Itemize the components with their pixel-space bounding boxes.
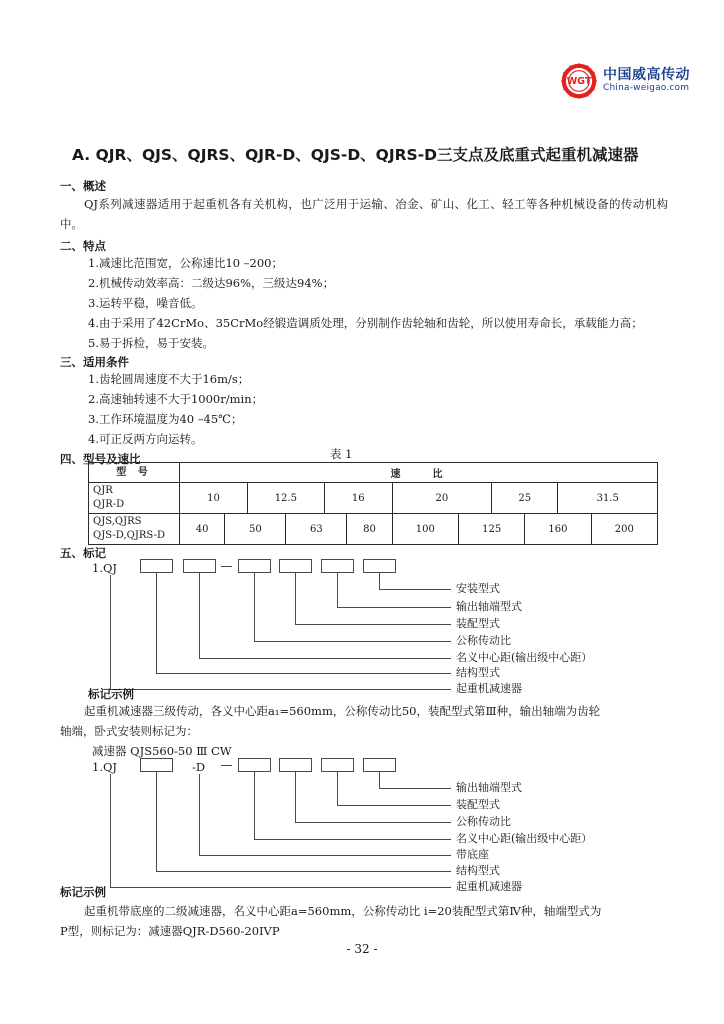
- example1-heading: 标记示例: [88, 687, 134, 701]
- ratio-cell: 31.5: [558, 483, 658, 514]
- ratio-cell: 80: [347, 514, 392, 545]
- diagram2-leader-v: [199, 774, 200, 856]
- model-name-line: QJR: [93, 485, 113, 496]
- diagram1-box-4: [279, 559, 312, 573]
- ratio-cell: 63: [286, 514, 347, 545]
- example2-body-line2: P型，则标记为：减速器QJR-D560-20IVP: [60, 924, 280, 938]
- table-row: [89, 483, 658, 514]
- ratio-cell: 10: [180, 483, 248, 514]
- diagram2-label-5: 带底座: [456, 848, 489, 861]
- diagram2-leader-h: [379, 788, 451, 789]
- feature-item-3: 3.运转平稳，噪音低。: [88, 296, 203, 310]
- page-title: A. QJR、QJS、QJRS、QJR-D、QJS-D、QJRS-D三支点及底重式起重机减速器: [72, 146, 639, 164]
- diagram2-label-4: 名义中心距(输出级中心距）: [456, 832, 593, 845]
- ratio-cell: 125: [459, 514, 525, 545]
- diagram1-label-5: 名义中心距(输出级中心距）: [456, 651, 593, 664]
- condition-item-1: 1.齿轮圆周速度不大于16m/s；: [88, 372, 250, 386]
- table-row: [89, 514, 658, 545]
- logo-company-name-cn: 中国威高传动: [603, 67, 690, 84]
- diagram1-label-6: 结构型式: [456, 666, 500, 679]
- diagram2-leader-v: [254, 772, 255, 840]
- table-header-ratio: 速 比: [180, 463, 658, 483]
- diagram1-label-7: 起重机减速器: [456, 682, 522, 695]
- ratio-cell: 25: [492, 483, 558, 514]
- diagram2-box-3: [279, 758, 312, 772]
- section-heading-marking: 五、标记: [60, 546, 106, 560]
- diagram1-separator-dash: [221, 566, 232, 567]
- diagram2-leader-v: [295, 772, 296, 823]
- overview-body: QJ系列减速器适用于起重机各有关机构，也广泛用于运输、冶金、矿山、化工、轻工等各种机械设备的传动机构中。: [60, 197, 668, 231]
- diagram2-label-3: 公称传动比: [456, 815, 511, 828]
- condition-item-4: 4.可正反两方向运转。: [88, 432, 203, 446]
- diagram1-leader-h: [337, 607, 451, 608]
- example1-body-line1: 起重机减速器三级传动，各义中心距a₁=560mm，公称传动比50，装配型式第Ⅲ种，输出轴端为齿轮: [84, 704, 601, 718]
- diagram2-leader-v: [110, 774, 111, 888]
- diagram1-box-6: [363, 559, 396, 573]
- diagram2-label-7: 起重机减速器: [456, 880, 522, 893]
- diagram1-prefix: 1.QJ: [92, 561, 118, 575]
- ratio-cell: 160: [525, 514, 591, 545]
- diagram2-leader-h: [295, 822, 451, 823]
- table-caption: 表 1: [330, 447, 353, 461]
- example1-code: 减速器 QJS560-50 Ⅲ CW: [92, 744, 232, 758]
- diagram1-leader-h: [379, 589, 451, 590]
- section-heading-conditions: 三、适用条件: [60, 355, 129, 369]
- diagram2-box-2: [238, 758, 271, 772]
- diagram2-prefix: 1.QJ: [92, 760, 118, 774]
- logo-website: China-weigao.com: [603, 83, 690, 94]
- speed-ratio-table: [88, 462, 658, 545]
- diagram2-label-2: 装配型式: [456, 798, 500, 811]
- diagram1-box-1: [140, 559, 173, 573]
- diagram1-leader-h: [156, 673, 451, 674]
- feature-item-1: 1.减速比范围宽，公称速比10 –200；: [88, 256, 283, 270]
- model-name-line: QJR-D: [93, 499, 125, 510]
- diagram2-leader-v: [379, 772, 380, 789]
- ratio-cell: 50: [225, 514, 286, 545]
- diagram2-box-5: [363, 758, 396, 772]
- feature-item-2: 2.机械传动效率高：二级达96%，三级达94%；: [88, 276, 335, 290]
- feature-item-5: 5.易于拆检，易于安装。: [88, 336, 214, 350]
- diagram1-leader-v: [295, 573, 296, 625]
- diagram1-leader-h: [295, 624, 451, 625]
- svg-text:WGT: WGT: [566, 76, 592, 88]
- feature-item-4: 4.由于采用了42CrMo、35CrMo经锻造调质处理，分别制作齿轮轴和齿轮，所以使用寿命长，承载能力高；: [88, 316, 643, 330]
- condition-item-3: 3.工作环境温度为40 –45℃；: [88, 412, 243, 426]
- example2-heading: 标记示例: [60, 885, 106, 899]
- diagram2-leader-h: [254, 839, 451, 840]
- company-logo: [560, 62, 690, 100]
- diagram1-label-3: 装配型式: [456, 617, 500, 630]
- page-number: - 32 -: [346, 942, 378, 956]
- diagram2-leader-v: [337, 772, 338, 806]
- diagram1-box-2: [183, 559, 216, 573]
- diagram1-leader-h: [254, 641, 451, 642]
- diagram1-leader-v: [379, 573, 380, 590]
- table-row-model-qjr: [89, 483, 180, 514]
- model-name-line: QJS-D,QJRS-D: [93, 530, 165, 541]
- diagram2-box-1: [140, 758, 173, 772]
- ratio-cell: 20: [392, 483, 491, 514]
- diagram2-leader-v: [156, 772, 157, 872]
- diagram1-leader-v: [254, 573, 255, 642]
- diagram2-leader-h: [156, 871, 451, 872]
- diagram2-leader-h: [110, 887, 451, 888]
- diagram2-label-6: 结构型式: [456, 864, 500, 877]
- ratio-cell: 12.5: [247, 483, 324, 514]
- section-heading-models: 四、型号及速比: [60, 452, 141, 466]
- model-name-line: QJS,QJRS: [93, 516, 142, 527]
- diagram1-leader-h: [110, 689, 451, 690]
- diagram2-dash-code: -D: [192, 760, 206, 774]
- ratio-cell: 16: [324, 483, 392, 514]
- ratio-cell: 200: [591, 514, 657, 545]
- diagram2-label-1: 输出轴端型式: [456, 781, 522, 794]
- diagram1-leader-v: [110, 575, 111, 690]
- diagram1-leader-h: [199, 658, 451, 659]
- diagram1-label-4: 公称传动比: [456, 634, 511, 647]
- diagram2-leader-h: [199, 855, 451, 856]
- condition-item-2: 2.高速轴转速不大于1000r/min；: [88, 392, 264, 406]
- diagram1-leader-v: [337, 573, 338, 608]
- diagram1-box-5: [321, 559, 354, 573]
- example1-body-line2: 轴端，卧式安装则标记为：: [60, 724, 198, 738]
- diagram2-leader-h: [337, 805, 451, 806]
- example2-body-line1: 起重机带底座的二级减速器，名义中心距a=560mm，公称传动比 i=20装配型式第Ⅳ种，轴端型式为: [84, 904, 602, 918]
- section-heading-features: 二、特点: [60, 239, 106, 253]
- diagram1-box-3: [238, 559, 271, 573]
- diagram1-label-2: 输出轴端型式: [456, 600, 522, 613]
- diagram1-leader-v: [199, 573, 200, 659]
- ratio-cell: 100: [392, 514, 458, 545]
- ratio-cell: 40: [180, 514, 225, 545]
- table-row-model-qjs: [89, 514, 180, 545]
- diagram2-separator-dash: [221, 765, 232, 766]
- table-header-model: 型 号: [89, 463, 180, 483]
- diagram2-box-4: [321, 758, 354, 772]
- gear-icon: [560, 62, 598, 100]
- table-header-row: [89, 463, 658, 483]
- diagram1-leader-v: [156, 573, 157, 674]
- section-heading-overview: 一、概述: [60, 179, 106, 193]
- diagram1-label-1: 安装型式: [456, 582, 500, 595]
